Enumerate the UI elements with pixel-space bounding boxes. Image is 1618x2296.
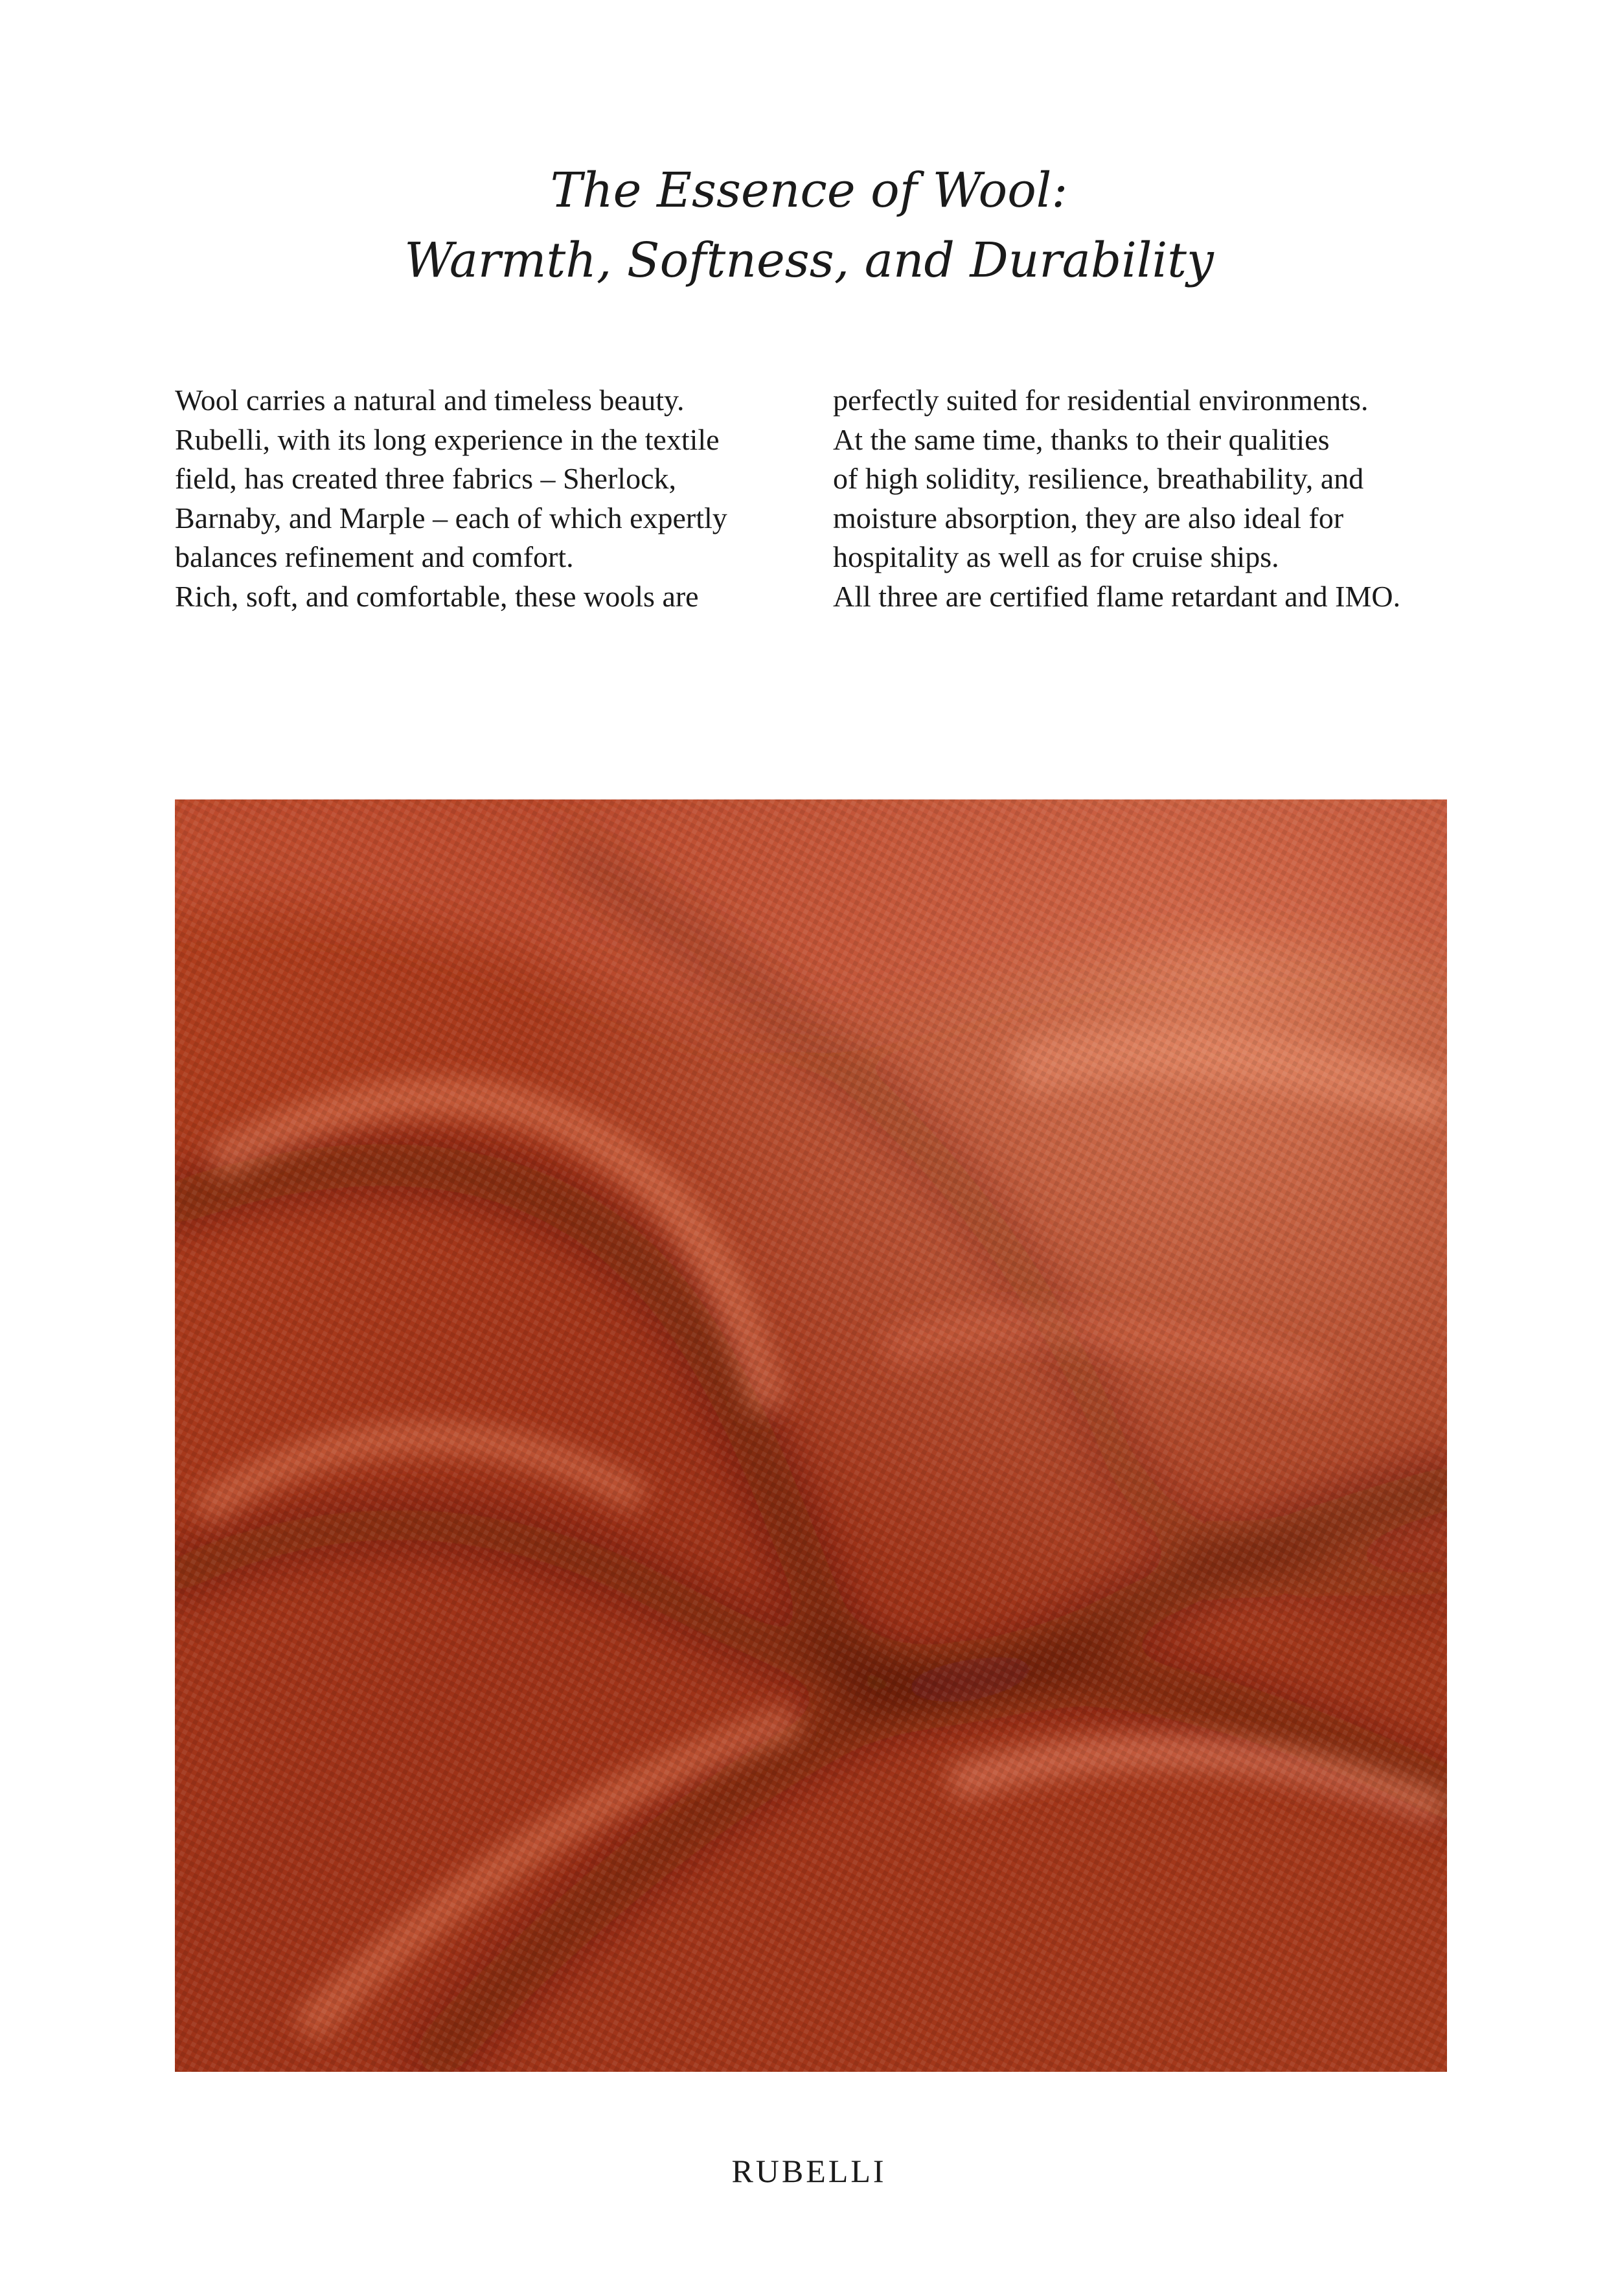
body-line: At the same time, thanks to their qualities	[833, 422, 1330, 456]
body-line: Barnaby, and Marple – each of which expertly	[175, 501, 727, 534]
brand-logo: RUBELLI	[731, 2153, 887, 2189]
body-line: balances refinement and comfort.	[175, 540, 574, 573]
body-line: of high solidity, resilience, breathability, and	[833, 462, 1364, 495]
page-title-line-1: The Essence of Wool:	[550, 163, 1068, 218]
fabric-photo	[175, 799, 1447, 2072]
body-column-left	[175, 381, 727, 616]
body-line: moisture absorption, they are also ideal for	[833, 501, 1344, 534]
body-line: All three are certified flame retardant and IMO.	[833, 579, 1401, 613]
body-line: hospitality as well as for cruise ships.	[833, 540, 1279, 573]
fabric-photo-illustration	[175, 799, 1447, 2072]
page-title	[0, 155, 1618, 295]
body-line: Wool carries a natural and timeless beauty.	[175, 384, 685, 417]
body-column-right	[833, 381, 1400, 616]
page-title-line-2: Warmth, Softness, and Durability	[404, 233, 1214, 288]
body-line: Rich, soft, and comfortable, these wools are	[175, 579, 699, 613]
body-line: perfectly suited for residential environments.	[833, 384, 1369, 417]
body-line: field, has created three fabrics – Sherlock,	[175, 462, 676, 495]
body-text	[175, 381, 1448, 627]
body-line: Rubelli, with its long experience in the textile	[175, 422, 720, 456]
